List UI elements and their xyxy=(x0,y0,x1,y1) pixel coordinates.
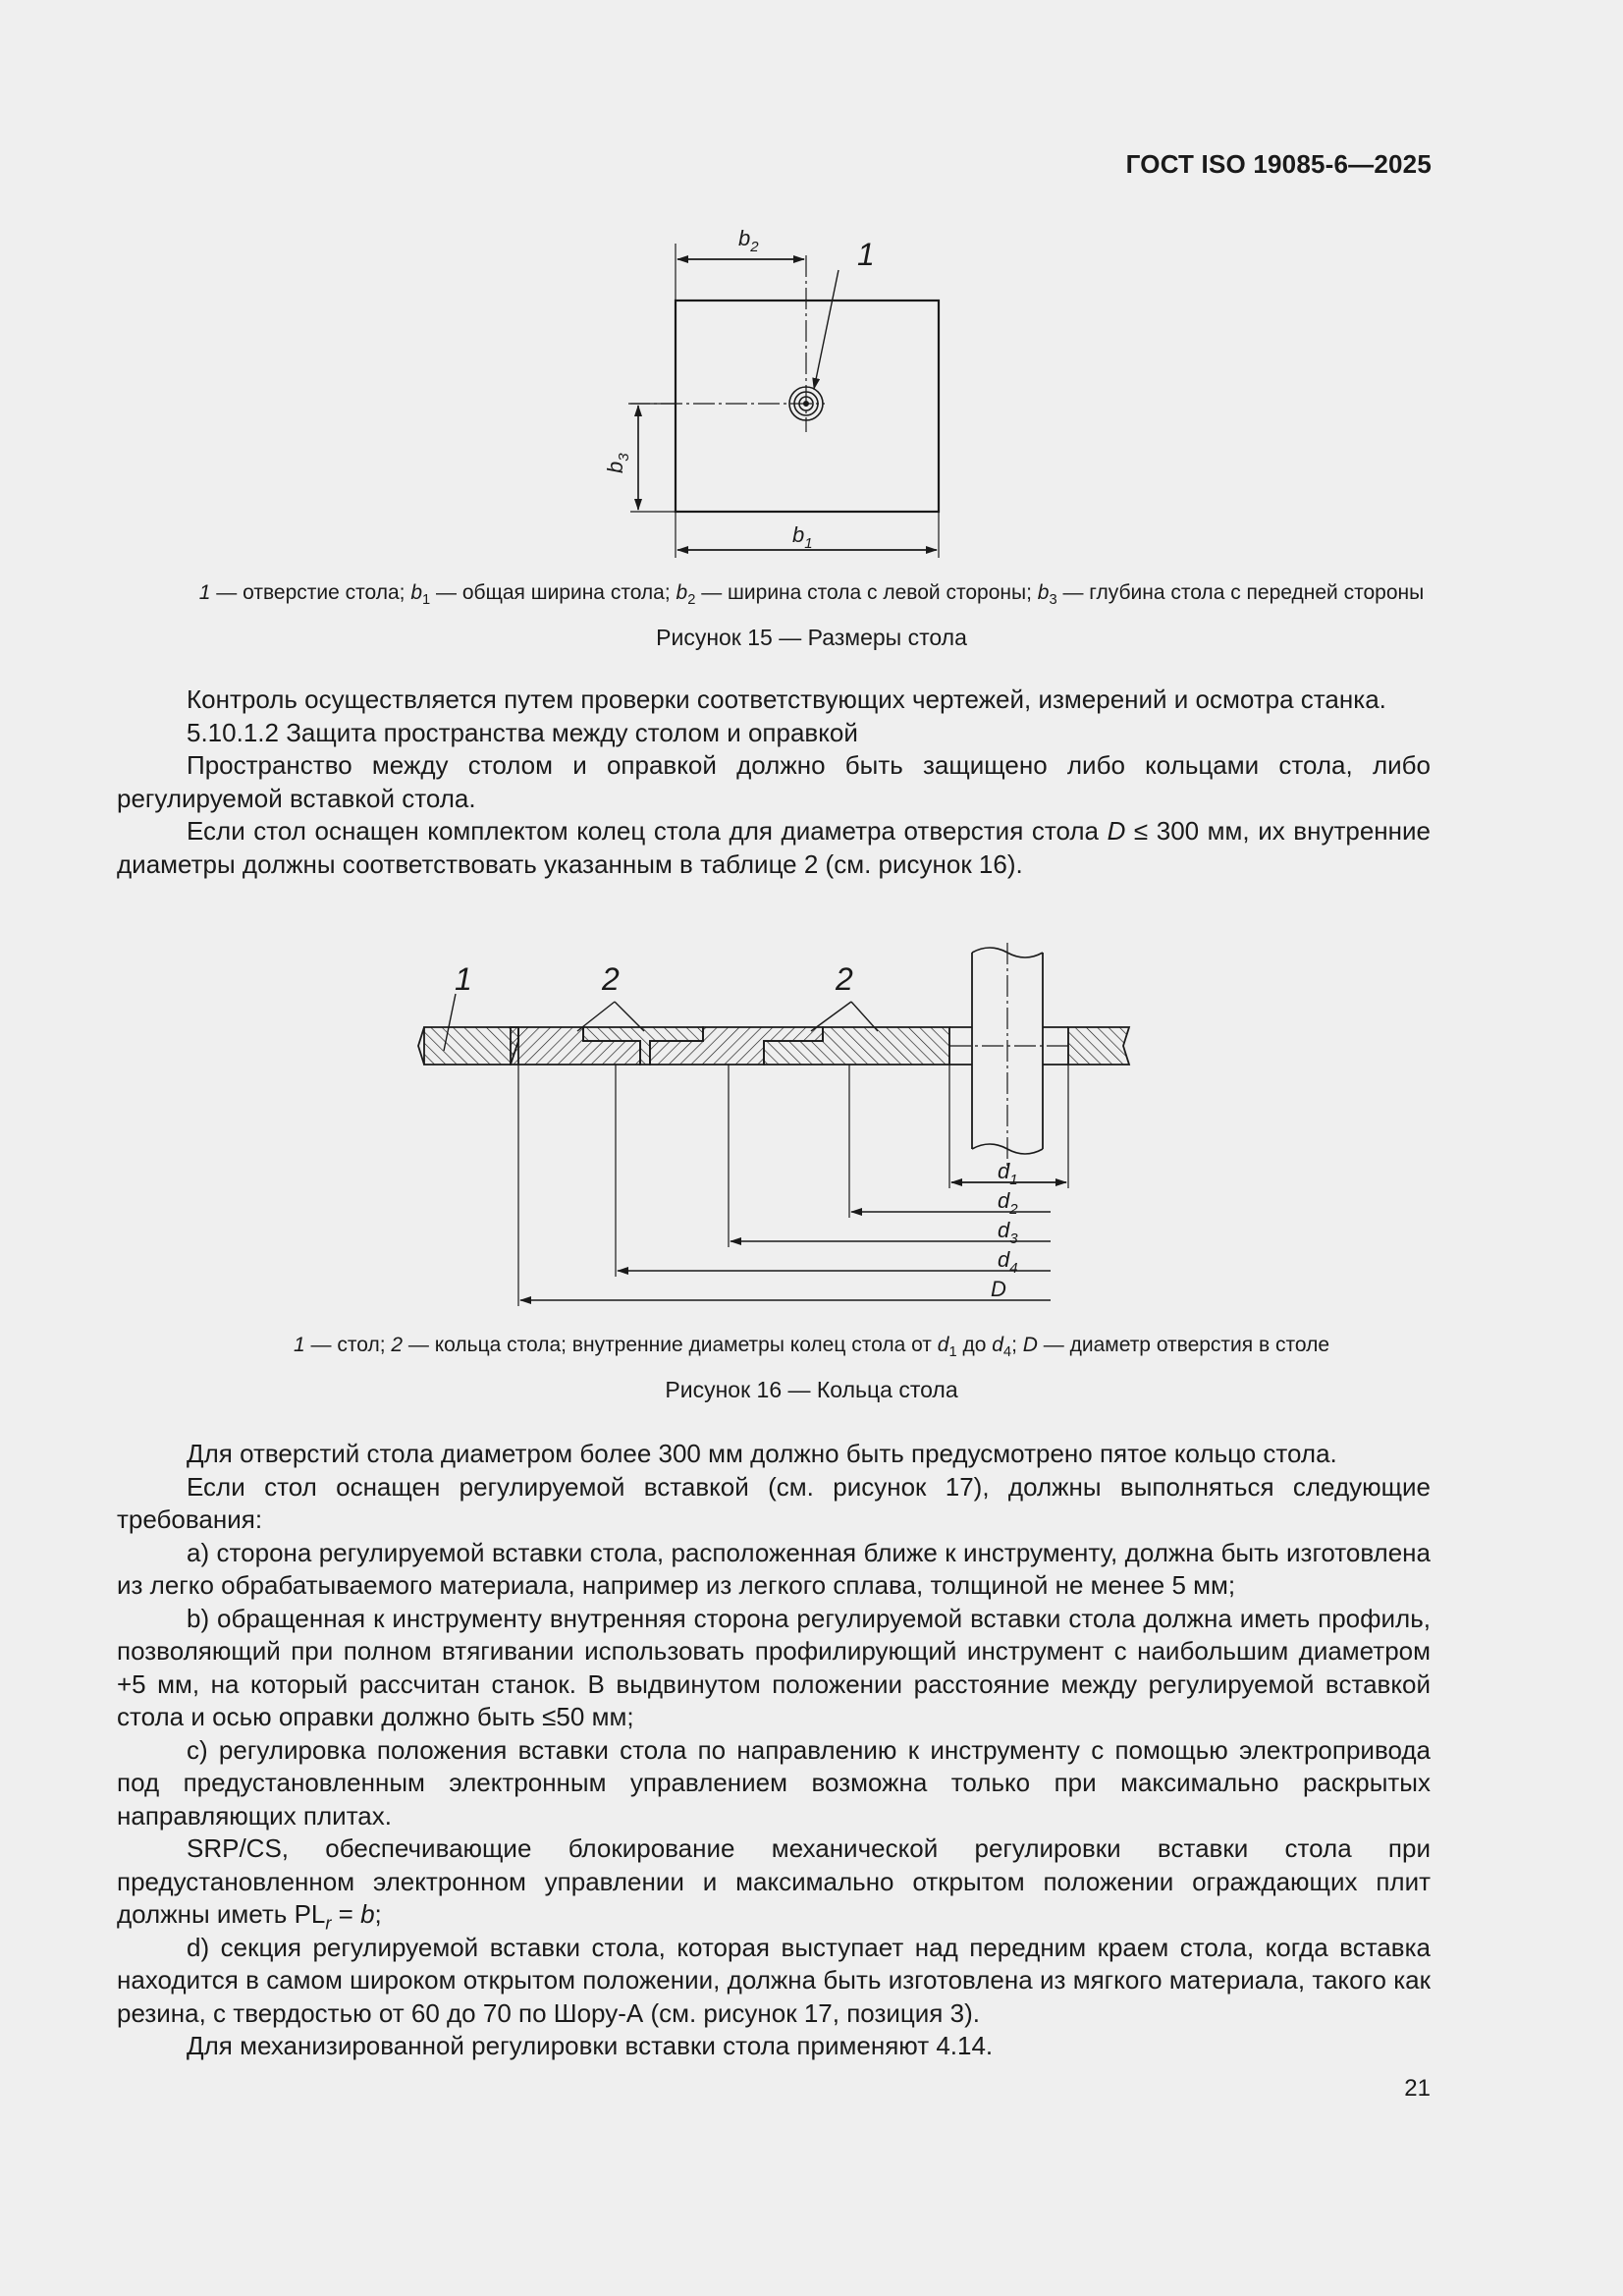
list-item-d: d) секция регулируемой вставки стола, которая выступает над передним краем стола, когда вставка находится в самом широком открытом положении, должна быть изготовлена из мягкого материала, такого как резина, с твердостью от 60 до 70 по Шору-А (см. рисунок 17, позиция 3). xyxy=(117,1932,1431,2028)
label-D: D xyxy=(991,1277,1006,1301)
page-number: 21 xyxy=(1404,2075,1431,2102)
figure-16-drawing xyxy=(412,943,1159,1316)
callout-1: 1 xyxy=(857,237,875,272)
paragraph: Пространство между столом и оправкой должно быть защищено либо кольцами стола, либо регулируемой вставкой стола. xyxy=(117,750,1431,813)
label-d2: d xyxy=(998,1188,1010,1213)
svg-text:d3: $d_3$ xyxy=(998,1218,1018,1247)
label-d1: d xyxy=(998,1159,1010,1183)
figure-16-legend: 1 — стол; 2 — кольца стола; внутренние диаметры колец стола от $d_1$ до $d_4$; D — диаметр отверстия в столе xyxy=(293,1334,1330,1361)
paragraph: Для механизированной регулировки вставки стола применяют 4.14. xyxy=(187,2031,994,2060)
svg-text:b2: $b_2$ xyxy=(738,226,759,255)
body-text-2 xyxy=(117,1438,1431,2063)
svg-text:b3: $b_3$ xyxy=(603,453,632,473)
label-b2: b xyxy=(738,226,751,250)
figure-15-title: Рисунок 15 — Размеры стола xyxy=(656,625,967,650)
list-item-a: a) сторона регулируемой вставки стола, расположенная ближе к инструменту, должна быть изготовлена из легко обрабатываемого материала, например из легкого сплава, толщиной не менее 5 мм; xyxy=(117,1537,1431,1600)
paragraph: Для отверстий стола диаметром более 300 мм должно быть предусмотрено пятое кольцо стола. xyxy=(187,1439,1337,1468)
label-d4: d xyxy=(998,1247,1010,1272)
svg-text:d1: $d_1$ xyxy=(998,1159,1018,1188)
figure-16-title: Рисунок 16 — Кольца стола xyxy=(665,1377,958,1402)
label-d3: d xyxy=(998,1218,1010,1242)
table-hole xyxy=(628,255,825,432)
svg-text:d2: $d_2$ xyxy=(998,1188,1018,1218)
spindle xyxy=(949,943,1068,1188)
section-heading: 5.10.1.2 Защита пространства между столом и оправкой xyxy=(187,717,858,747)
list-item-c: c) регулировка положения вставки стола по направлению к инструменту с помощью электропривода под предустановленным электронным управлением возможна только при максимально раскрытых направляющих плитах. xyxy=(117,1734,1431,1831)
svg-text:d4: $d_4$ xyxy=(998,1247,1018,1277)
document-header: ГОСТ ISO 19085-6—2025 xyxy=(1125,149,1432,179)
label-b1: b xyxy=(792,522,805,547)
callout-2a: 2 xyxy=(602,961,620,997)
paragraph: Контроль осуществляется путем проверки соответствующих чертежей, измерений и осмотра станка. xyxy=(187,684,1386,714)
paragraph: Если стол оснащен регулируемой вставкой (см. рисунок 17), должны выполняться следующие требования: xyxy=(117,1471,1431,1534)
paragraph: Если стол оснащен комплектом колец стола для диаметра отверстия стола D ≤ 300 мм, их внутренние диаметры должны соответствовать указанным в таблице 2 (см. рисунок 16). xyxy=(117,816,1432,879)
paragraph: SRP/CS, обеспечивающие блокирование механической регулировки вставки стола при предустановленном электронном управлении и максимально открытом положении ограждающих плит должны иметь $PL_r = b$; xyxy=(117,1833,1431,1934)
callout-1: 1 xyxy=(455,961,472,997)
label-b3: b xyxy=(603,461,627,473)
figure-15-legend: 1 — отверстие стола; $b_1$ — общая ширина стола; $b_2$ — ширина стола с левой стороны; $b_3$ — глубина стола с передней стороны xyxy=(198,581,1425,609)
body-text-1 xyxy=(117,683,1431,881)
figure-15-drawing xyxy=(589,216,1001,570)
list-item-b: b) обращенная к инструменту внутренняя сторона регулируемой вставки стола должна иметь профиль, позволяющий при полном втягивании использовать профилирующий инструмент с наибольшим диаметром +5 мм, на который рассчитан станок. В выдвинутом положении расстояние между регулируемой вставкой стола и осью оправки должно быть ≤50 мм; xyxy=(117,1603,1431,1731)
callout-2b: 2 xyxy=(836,961,853,997)
svg-text:b1: $b_1$ xyxy=(792,522,813,552)
